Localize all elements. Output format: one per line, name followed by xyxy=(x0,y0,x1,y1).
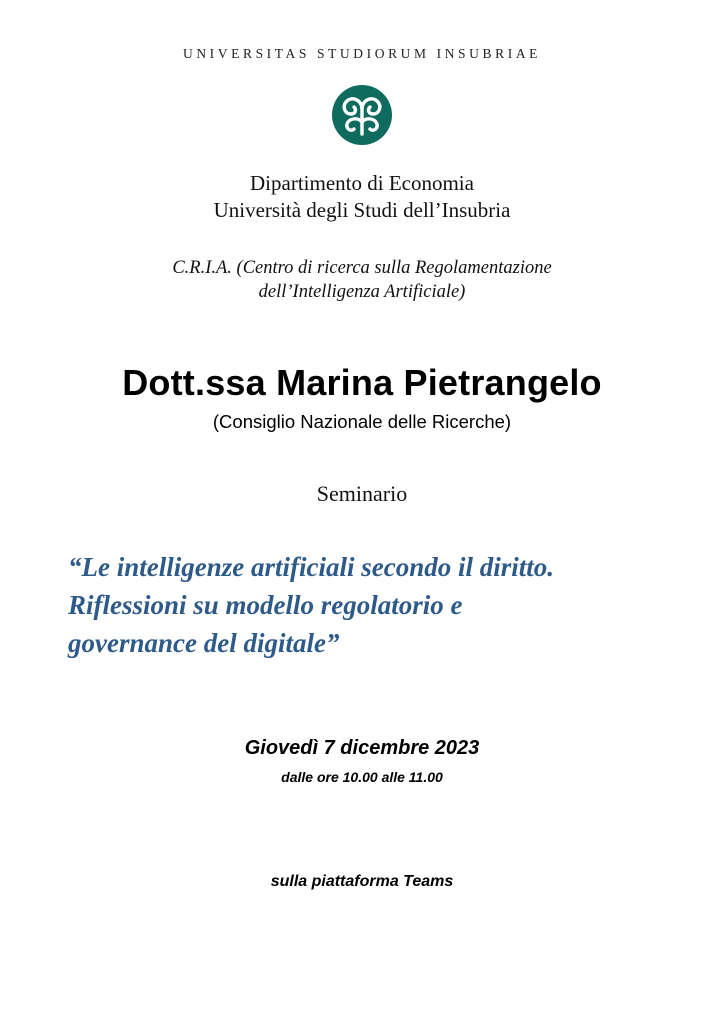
research-center-block xyxy=(0,256,724,304)
event-platform: sulla piattaforma Teams xyxy=(270,873,454,890)
research-center-line-1: C.R.I.A. (Centro di ricerca sulla Regolamentazione xyxy=(172,258,552,278)
university-name: UNIVERSITAS STUDIORUM INSUBRIAE xyxy=(182,46,542,61)
university-logo-icon xyxy=(331,84,393,146)
event-time: dalle ore 10.00 alle 11.00 xyxy=(281,769,443,785)
university-full-name: Università degli Studi dell’Insubria xyxy=(213,198,511,222)
seminar-title xyxy=(68,548,708,662)
seminar-title-line: “Le intelligenze artificiali secondo il diritto. xyxy=(68,552,554,582)
department-name: Dipartimento di Economia xyxy=(250,171,474,195)
seminar-title-line: Riflessioni su modello regolatorio e xyxy=(68,590,463,620)
event-date: Giovedì 7 dicembre 2023 xyxy=(244,737,480,759)
speaker-affiliation: (Consiglio Nazionale delle Ricerche) xyxy=(212,411,512,432)
event-type: Seminario xyxy=(316,481,408,506)
speaker-name: Dott.ssa Marina Pietrangelo xyxy=(122,362,602,403)
department-block xyxy=(0,170,724,224)
research-center-line-2: dell’Intelligenza Artificiale) xyxy=(258,282,466,302)
seminar-title-line: governance del digitale” xyxy=(68,628,340,658)
